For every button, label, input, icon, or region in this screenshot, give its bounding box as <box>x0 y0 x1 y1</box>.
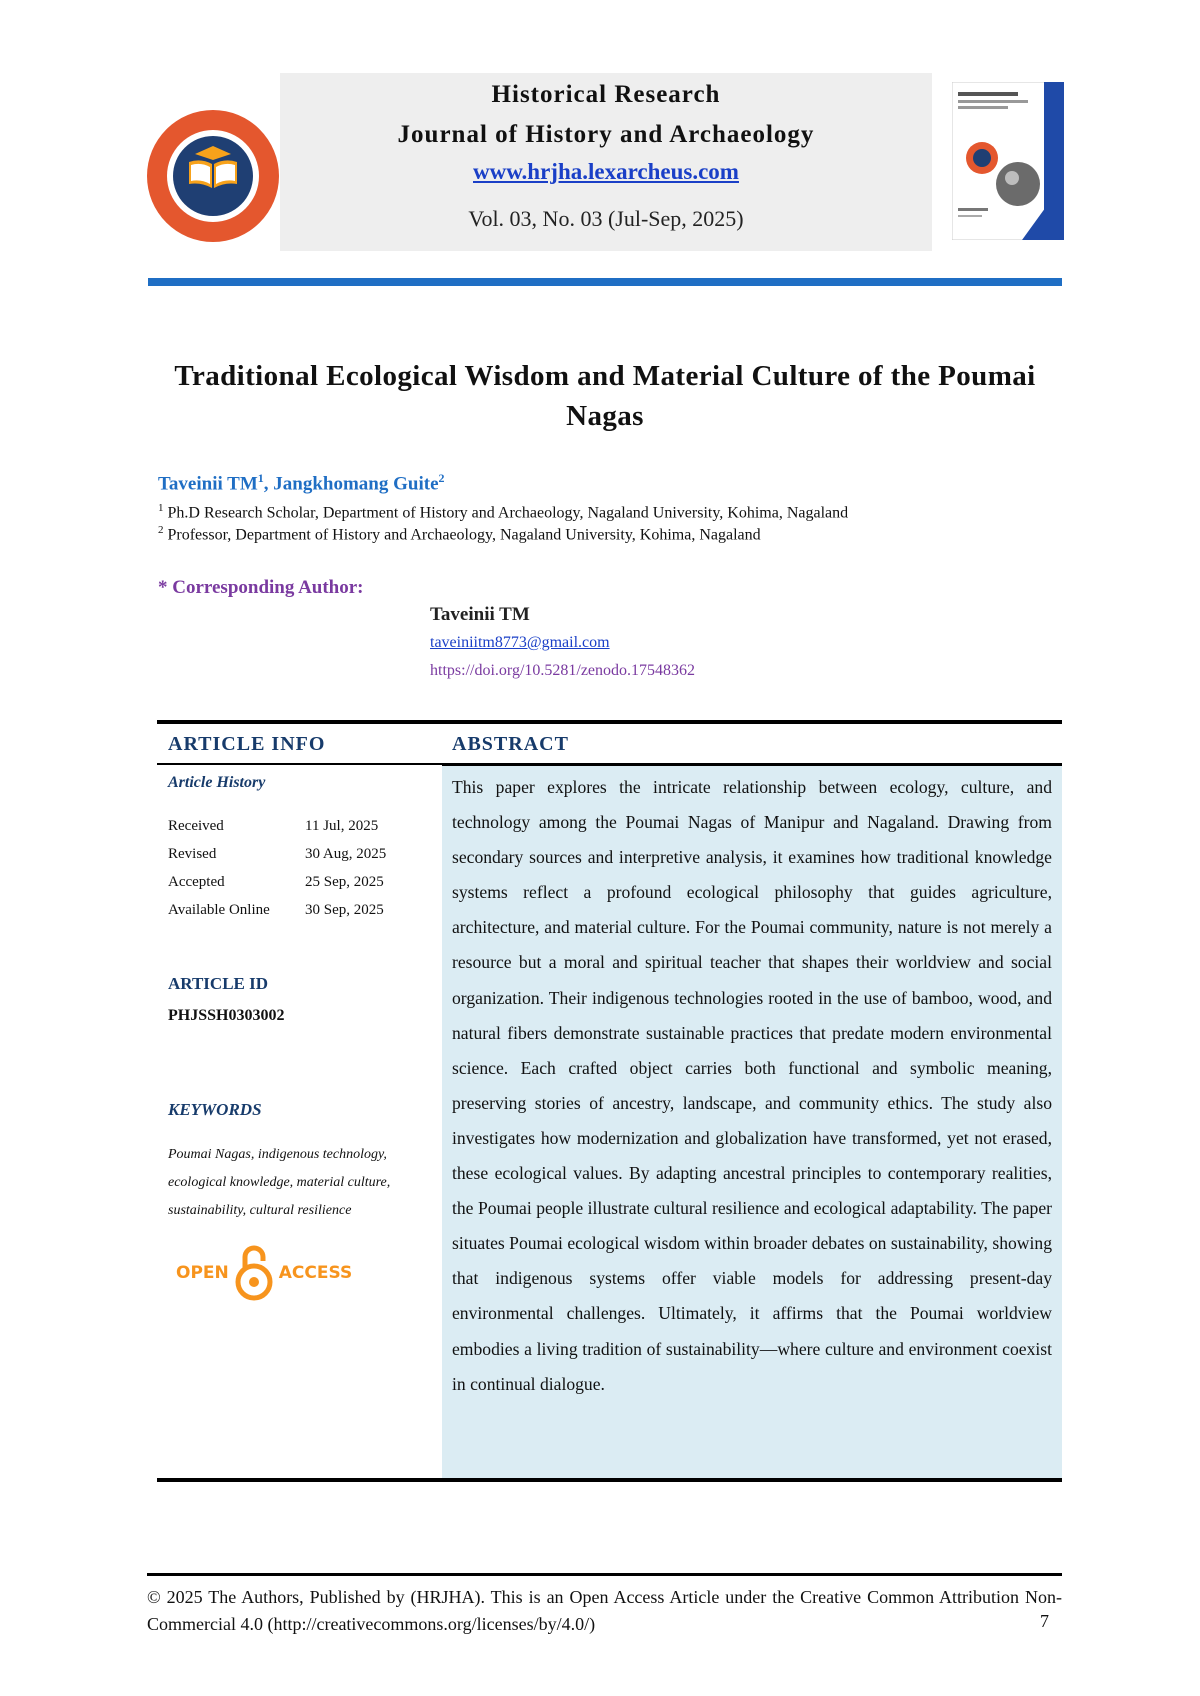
open-access-badge <box>176 1245 352 1301</box>
affiliation-text: Ph.D Research Scholar, Department of History and Archaeology, Nagaland University, Kohima, Nagaland <box>167 504 849 522</box>
doi-link[interactable]: https://doi.org/10.5281/zenodo.17548362 <box>430 662 696 679</box>
abstract-text: This paper explores the intricate relationship between ecology, culture, and technology among the Poumai Nagas of Manipur and Nagaland. Drawing from secondary sources and interpretive analysis, it examines how traditional knowledge systems reflect a profound ecological philosophy that guides agriculture, architecture, and material culture. For the Poumai community, nature is not merely a resource but a moral and spiritual teacher that shapes their worldview and social organization. Their indigenous technologies rooted in the use of bamboo, wood, and natural fibers demonstrate sustainable practices that predate modern environmental science. Each crafted object carries both functional and symbolic meaning, preserving stories of ancestry, landscape, and community ethics. The study also investigates how modernization and globalization have transformed, yet not erased, these ecological values. By adapting ancestral principles to contemporary realities, the Poumai people illustrate cultural resilience and ecological adaptability. The paper situates Poumai ecological wisdom within broader debates on sustainability, showing that indigenous systems offer viable models for addressing present-day environmental challenges. Ultimately, it affirms that the Poumai worldview embodies a living tradition of sustainability—where culture and environment coexist in continual dialogue. <box>452 777 1052 1394</box>
affiliation-2 <box>158 524 761 544</box>
table-top-rule <box>157 720 1062 724</box>
article-history-label: Article History <box>168 774 266 791</box>
open-lock-icon <box>235 1245 273 1301</box>
footer-divider <box>147 1573 1062 1576</box>
abstract-heading: ABSTRACT <box>452 733 569 755</box>
history-value-revised: 30 Aug, 2025 <box>305 846 387 862</box>
journal-volume: Vol. 03, No. 03 (Jul-Sep, 2025) <box>468 206 744 231</box>
corresponding-author-name: Taveinii TM <box>430 604 530 625</box>
history-label-received: Received <box>168 818 224 834</box>
author-separator: , <box>263 473 274 495</box>
license-footer: © 2025 The Authors, Published by (HRJHA). This is an Open Access Article under the Creative Common Attribution Non-Commercial 4.0 (http://creativecommons.org/licenses/by/4.0/) <box>147 1587 1062 1634</box>
history-label-revised: Revised <box>168 846 217 862</box>
author-list <box>158 471 445 495</box>
author-name[interactable]: Taveinii TM <box>158 473 258 495</box>
journal-logo <box>145 108 281 244</box>
history-label-available: Available Online <box>168 902 270 918</box>
affiliation-sup: 1 <box>158 502 164 514</box>
info-heading-rule <box>157 763 442 765</box>
article-title: Traditional Ecological Wisdom and Material Culture of the Poumai Nagas <box>174 360 1036 432</box>
history-value-accepted: 25 Sep, 2025 <box>305 874 384 890</box>
keywords-text: Poumai Nagas, indigenous technology, ecological knowledge, material culture, sustainability, cultural resilience <box>168 1147 391 1218</box>
history-value-available: 30 Sep, 2025 <box>305 902 384 918</box>
author-sup: 1 <box>257 471 264 485</box>
open-access-right-text: ACCESS <box>278 1263 353 1283</box>
journal-subtitle: Journal of History and Archaeology <box>397 121 815 148</box>
open-access-left-text: OPEN <box>176 1263 229 1283</box>
page-number: 7 <box>1040 1611 1049 1631</box>
journal-header <box>280 73 932 251</box>
affiliation-sup: 2 <box>158 524 164 536</box>
corresponding-author-label: * Corresponding Author: <box>158 577 364 598</box>
corresponding-author-email-link[interactable]: taveiniitm8773@gmail.com <box>430 634 610 651</box>
article-id-label: ARTICLE ID <box>168 974 269 993</box>
journal-name: Historical Research <box>491 81 721 108</box>
journal-cover-image <box>952 82 1064 240</box>
author-sup: 2 <box>438 471 445 485</box>
affiliation-1 <box>158 502 848 522</box>
article-info-heading: ARTICLE INFO <box>168 733 326 755</box>
header-divider <box>148 278 1062 286</box>
keywords-label: KEYWORDS <box>168 1100 262 1119</box>
author-name[interactable]: Jangkhomang Guite <box>273 473 439 495</box>
history-label-accepted: Accepted <box>168 874 225 890</box>
history-value-received: 11 Jul, 2025 <box>305 818 379 834</box>
journal-url-link[interactable]: www.hrjha.lexarcheus.com <box>473 159 739 184</box>
affiliation-text: Professor, Department of History and Archaeology, Nagaland University, Kohima, Nagaland <box>167 526 761 544</box>
table-bottom-rule <box>157 1478 1062 1482</box>
article-id-value: PHJSSH0303002 <box>168 1007 285 1024</box>
